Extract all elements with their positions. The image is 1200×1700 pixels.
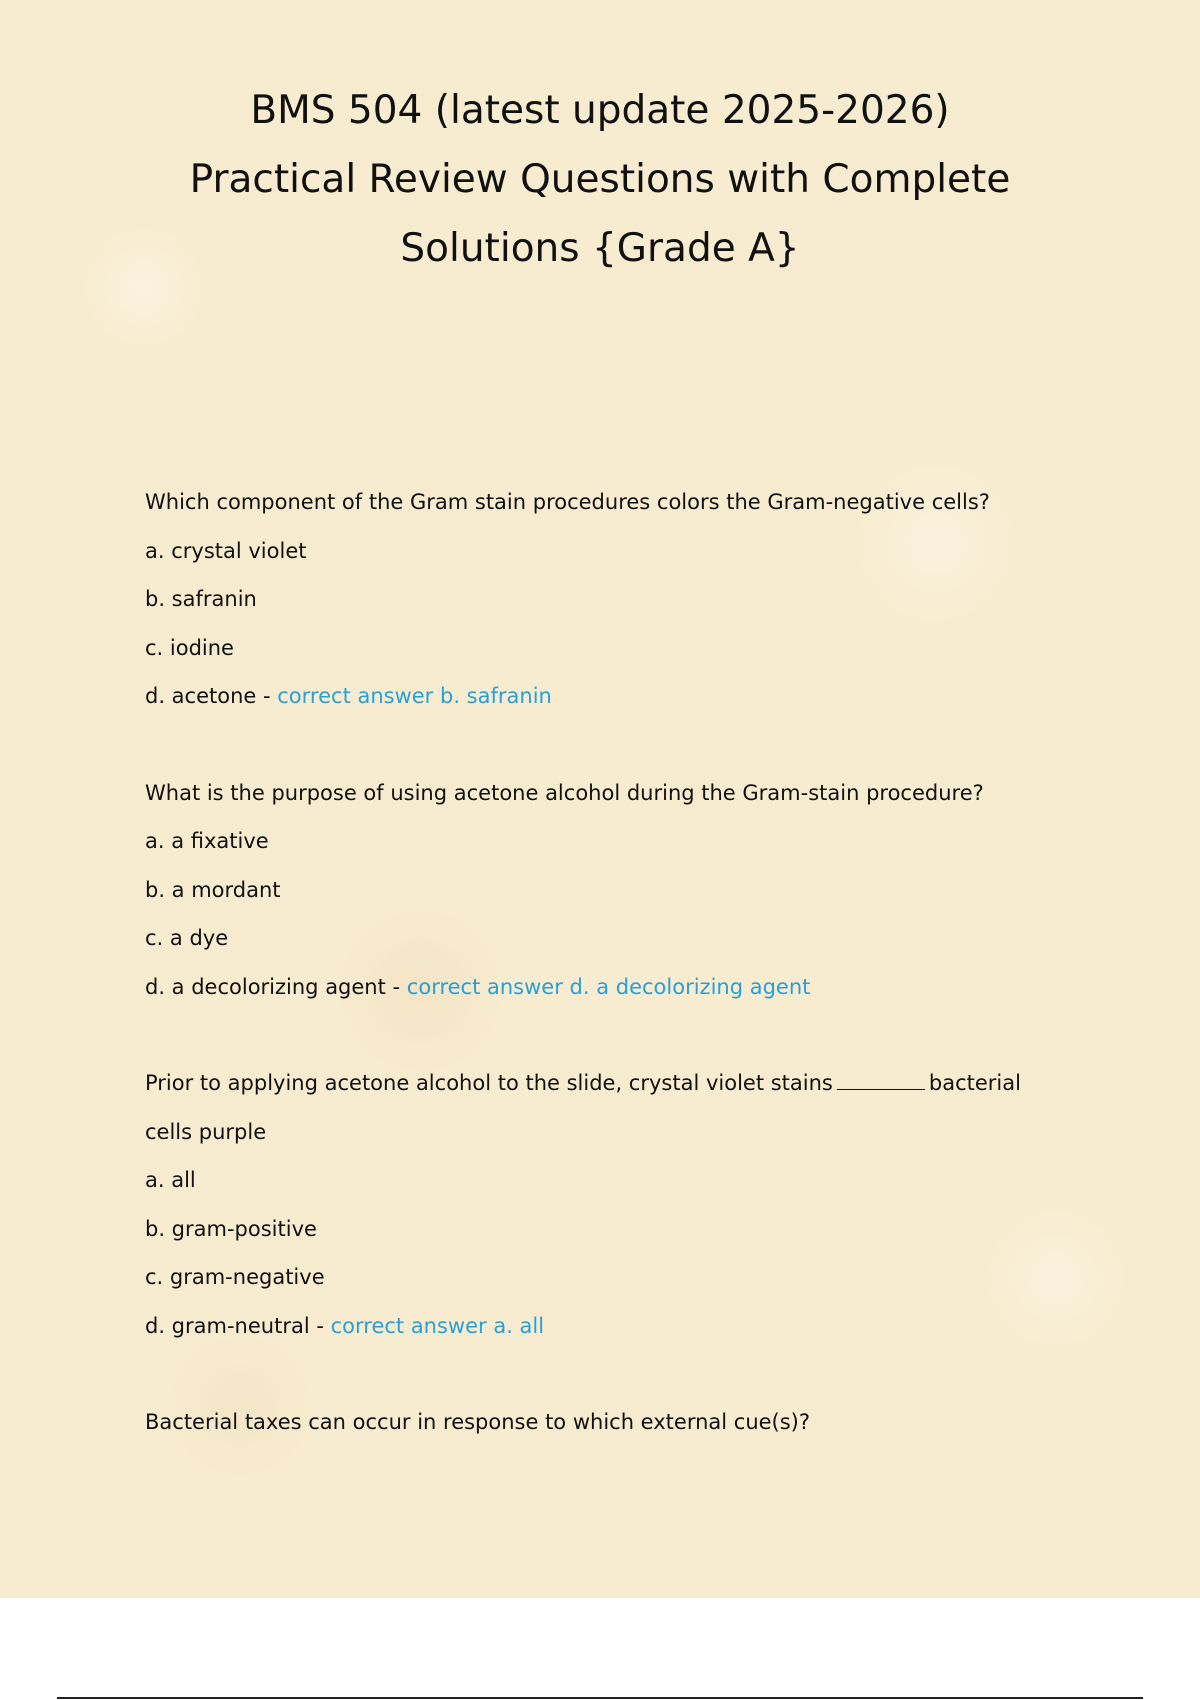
question-4 xyxy=(145,1398,1085,1447)
option-d-with-answer xyxy=(145,672,1085,721)
question-3 xyxy=(145,1059,1085,1350)
option-c: c. iodine xyxy=(145,635,234,660)
document-title xyxy=(60,76,1140,283)
answer-separator: - xyxy=(309,1313,331,1338)
footer-divider xyxy=(57,1697,1143,1699)
question-stem: Which component of the Gram stain procedures colors the Gram-negative cells? xyxy=(145,490,990,514)
answer-separator: - xyxy=(385,974,407,999)
option-b: b. safranin xyxy=(145,587,257,611)
question-1 xyxy=(145,478,1085,721)
option-a: a. a fixative xyxy=(145,829,269,853)
question-list xyxy=(145,478,1085,1495)
option-a: a. all xyxy=(145,1168,196,1192)
option-a: a. crystal violet xyxy=(145,538,307,563)
option-d: d. a decolorizing agent xyxy=(145,974,386,999)
option-c: c. a dye xyxy=(145,926,229,950)
title-line-3: Solutions {Grade A} xyxy=(400,226,800,271)
correct-answer: correct answer d. a decolorizing agent xyxy=(406,974,811,999)
question-2 xyxy=(145,769,1085,1012)
stem-part-1: Prior to applying acetone alcohol to the slide, crystal violet stains xyxy=(145,1071,833,1095)
option-d: d. gram-neutral xyxy=(145,1313,310,1338)
correct-answer: correct answer b. safranin xyxy=(277,684,552,708)
correct-answer: correct answer a. all xyxy=(330,1313,545,1338)
option-d-with-answer xyxy=(145,1302,1085,1351)
question-stem-line-1 xyxy=(145,1059,1085,1108)
question-stem: What is the purpose of using acetone alcohol during the Gram-stain procedure? xyxy=(145,780,984,805)
title-line-1: BMS 504 (latest update 2025-2026) xyxy=(250,88,950,133)
option-c: c. gram-negative xyxy=(145,1265,325,1289)
title-line-2: Practical Review Questions with Complete xyxy=(189,157,1011,202)
option-b: b. a mordant xyxy=(145,877,281,902)
option-b: b. gram-positive xyxy=(145,1216,317,1241)
question-stem: Bacterial taxes can occur in response to which external cue(s)? xyxy=(145,1410,811,1434)
stem-part-2: bacterial xyxy=(928,1071,1021,1095)
question-stem-line-2: cells purple xyxy=(145,1119,267,1144)
fill-in-blank xyxy=(837,1073,925,1090)
option-d-with-answer xyxy=(145,963,1085,1012)
option-d: d. acetone xyxy=(145,684,257,708)
answer-separator: - xyxy=(256,684,278,708)
